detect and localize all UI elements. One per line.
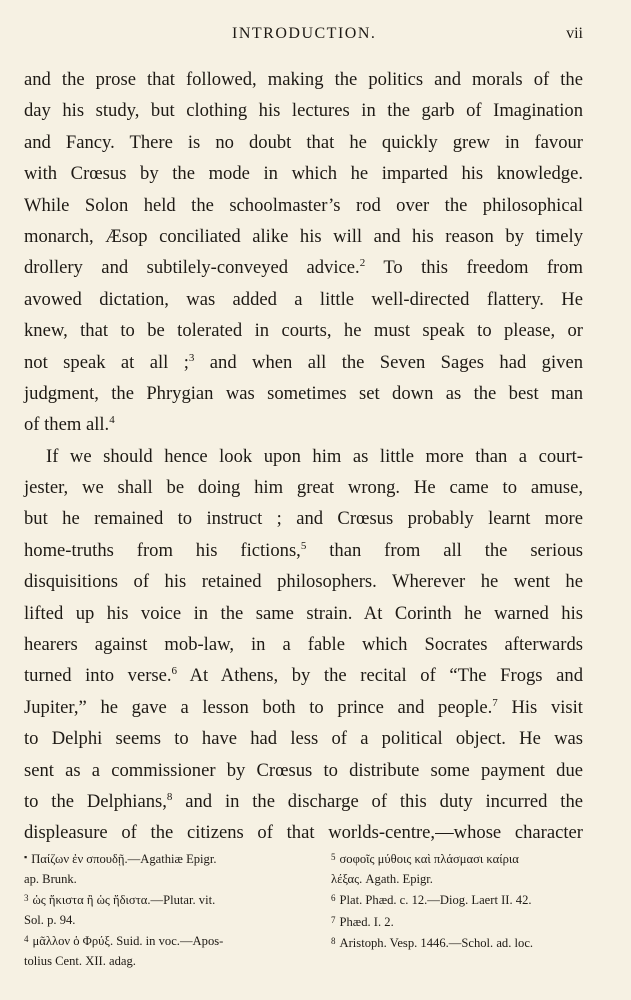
page-number: vii bbox=[566, 25, 583, 42]
footnote-text: λέξας. Agath. Epigr. bbox=[331, 871, 433, 886]
footnote-mark: 4 bbox=[24, 934, 29, 944]
footnote-text: ap. Brunk. bbox=[24, 871, 77, 886]
footnote bbox=[331, 932, 589, 954]
running-title: INTRODUCTION. bbox=[232, 25, 377, 42]
text-line: with Crœsus by the mode in which he imparted his knowledge. bbox=[24, 163, 583, 185]
footnote-mark: 6 bbox=[331, 893, 336, 903]
text-fragment: not speak at all ; bbox=[24, 351, 189, 373]
footnote-ref: 2 bbox=[359, 257, 366, 270]
text-fragment: To this freedom from bbox=[365, 257, 584, 279]
text-line: monarch, Æsop conciliated alike his will and his reason by timely bbox=[24, 225, 583, 247]
footnote-text: Aristoph. Vesp. 1446.—Schol. ad. loc. bbox=[339, 936, 534, 950]
text-line: and Fancy. There is no doubt that he quickly grew in favour bbox=[24, 131, 583, 153]
footnote bbox=[24, 889, 306, 930]
text-line bbox=[24, 692, 583, 723]
footnote-ref: 3 bbox=[188, 351, 195, 364]
text-line bbox=[24, 786, 583, 817]
footnote-text: σοφοῖς μύθοις καὶ πλάσμασι καίρια bbox=[339, 852, 519, 866]
text-line: sent as a commissioner by Crœsus to distribute some payment due bbox=[24, 759, 583, 781]
footnote-text: Sol. p. 94. bbox=[24, 912, 76, 927]
text-line: displeasure of the citizens of that worlds-centre,—whose character bbox=[24, 822, 583, 844]
text-fragment: than from all the serious bbox=[306, 539, 583, 561]
text-line bbox=[24, 409, 583, 440]
footnote bbox=[24, 930, 306, 971]
text-line bbox=[24, 660, 583, 691]
text-fragment: and in the discharge of this duty incurred the bbox=[172, 790, 583, 812]
text-line: to Delphi seems to have had less of a political object. He was bbox=[24, 728, 583, 750]
footnote bbox=[331, 848, 589, 889]
text-line: If we should hence look upon him as little more than a court- bbox=[46, 445, 583, 467]
footnote-text: ὡς ἥκιστα ἢ ὡς ἥδιστα.—Plutar. vit. bbox=[32, 893, 216, 907]
footnote bbox=[24, 848, 306, 889]
footnote-mark: 5 bbox=[331, 852, 336, 862]
body-text bbox=[24, 64, 583, 849]
text-fragment: Jupiter,” he gave a lesson both to prince and people. bbox=[24, 696, 493, 718]
footnote-mark: 8 bbox=[331, 936, 336, 946]
text-fragment: of them all. bbox=[24, 414, 110, 436]
text-line: hearers against mob-law, in a fable which Socrates afterwards bbox=[24, 634, 583, 656]
footnotes-right-column bbox=[331, 848, 589, 954]
footnote-ref: 6 bbox=[171, 665, 178, 678]
text-fragment: to the Delphians, bbox=[24, 790, 167, 812]
text-line bbox=[24, 347, 583, 378]
text-fragment: At Athens, by the recital of “The Frogs and bbox=[177, 665, 583, 687]
text-line: day his study, but clothing his lectures in the garb of Imagination bbox=[24, 100, 583, 122]
text-line: avowed dictation, was added a little well-directed flattery. He bbox=[24, 288, 583, 310]
text-line: knew, that to be tolerated in courts, he must speak to please, or bbox=[24, 320, 583, 342]
text-line bbox=[24, 535, 583, 566]
footnote-text: Παίζων ἐν σπουδῇ.—Agathiæ Epigr. bbox=[31, 852, 217, 866]
footnotes-left-column bbox=[24, 848, 306, 971]
footnote-mark: ▪ bbox=[24, 852, 28, 862]
footnote-mark: 3 bbox=[24, 893, 29, 903]
text-fragment: turned into verse. bbox=[24, 665, 172, 687]
footnote-text: tolius Cent. XII. adag. bbox=[24, 953, 136, 968]
text-fragment: and when all the Seven Sages had given bbox=[194, 351, 583, 373]
text-line bbox=[24, 252, 583, 283]
footnote-ref: 8 bbox=[166, 790, 173, 803]
footnotes bbox=[24, 848, 589, 978]
footnote-ref: 7 bbox=[492, 696, 498, 709]
footnote-mark: 7 bbox=[331, 914, 336, 925]
text-fragment: His visit bbox=[497, 696, 583, 718]
text-line: jester, we shall be doing him great wrong. He came to amuse, bbox=[24, 477, 583, 499]
text-line: judgment, the Phrygian was sometimes set down as the best man bbox=[24, 382, 583, 404]
footnote bbox=[331, 911, 589, 933]
footnote bbox=[331, 889, 589, 911]
footnote-text: Plat. Phæd. c. 12.—Diog. Laert II. 42. bbox=[339, 893, 532, 907]
text-fragment: home-truths from his fictions, bbox=[24, 539, 301, 561]
footnote-text: μᾶλλον ὁ Φρύξ. Suid. in voc.—Apos- bbox=[32, 934, 224, 948]
footnote-ref: 5 bbox=[300, 539, 307, 552]
text-line: While Solon held the schoolmaster’s rod over the philosophical bbox=[24, 194, 583, 216]
text-line: disquisitions of his retained philosophers. Wherever he went he bbox=[24, 571, 583, 593]
running-head bbox=[0, 25, 631, 49]
text-line: and the prose that followed, making the politics and morals of the bbox=[24, 69, 583, 90]
text-fragment: drollery and subtilely-conveyed advice. bbox=[24, 257, 360, 279]
text-line: but he remained to instruct ; and Crœsus probably learnt more bbox=[24, 508, 583, 530]
footnote-text: Phæd. I. 2. bbox=[339, 914, 394, 929]
footnote-ref: 4 bbox=[109, 414, 115, 427]
text-line: lifted up his voice in the same strain. At Corinth he warned his bbox=[24, 602, 583, 624]
